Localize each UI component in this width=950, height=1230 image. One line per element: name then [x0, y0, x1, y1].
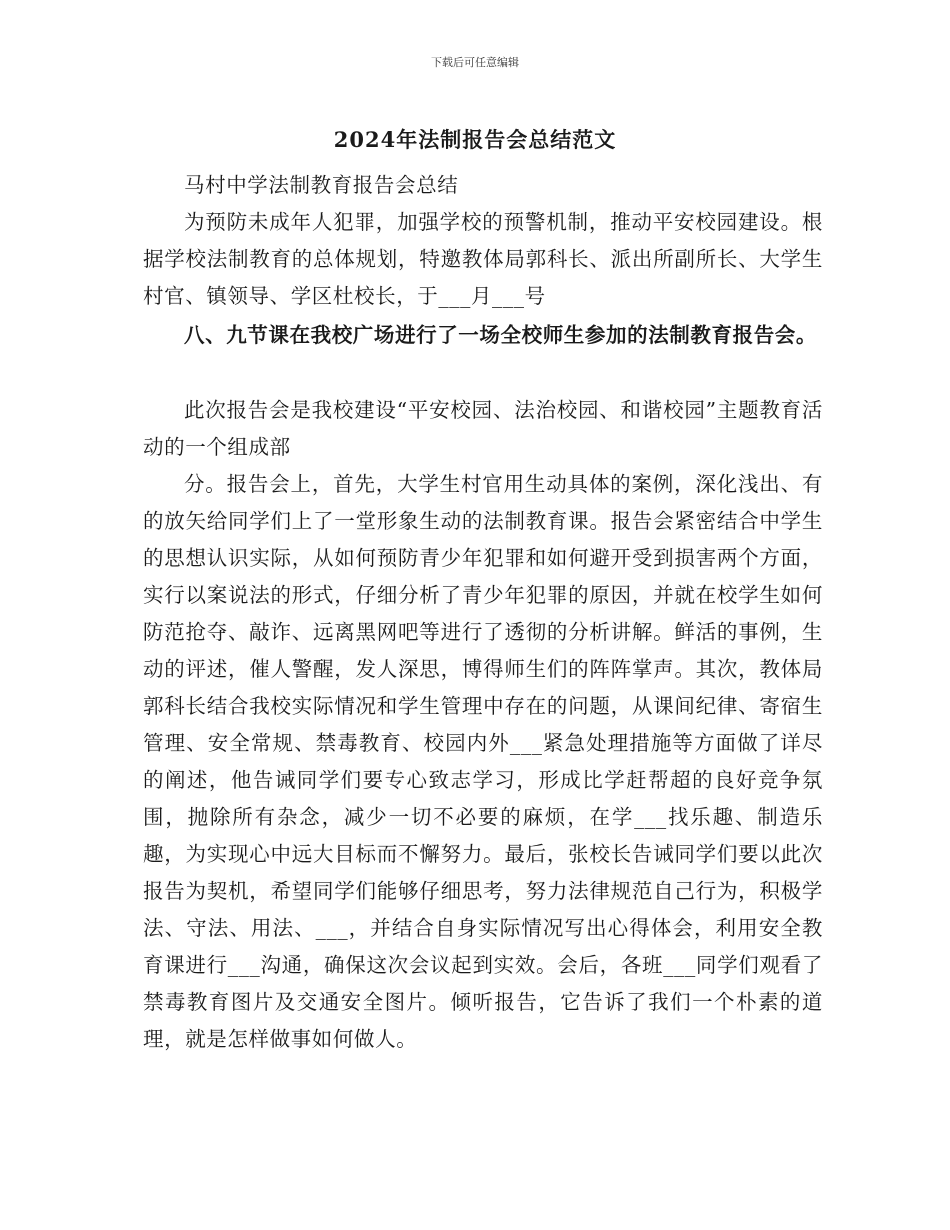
intro-paragraph: 为预防未成年人犯罪，加强学校的预警机制，推动平安校园建设。根据学校法制教育的总体规划，特邀教体局郭科长、派出所副所长、大学生村官、镇领导、学区杜校长，于___月___号 — [143, 210, 823, 308]
context-paragraph: 此次报告会是我校建设“平安校园、法治校园、和谐校园”主题教育活动的一个组成部 — [143, 398, 823, 459]
body-paragraph: 分。报告会上，首先，大学生村官用生动具体的案例，深化浅出、有的放矢给同学们上了一堂形象生动的法制教育课。报告会紧密结合中学生的思想认识实际，从如何预防青少年犯罪和如何避开受到损害两个方面，实行以案说法的形式，仔细分析了青少年犯罪的原因，并就在校学生如何防范抢夺、敲诈、远离黑网吧等进行了透彻的分析讲解。鲜活的事例，生动的评述，催人警醒，发人深思，博得师生们的阵阵掌声。其次，教体局郭科长结合我校实际情况和学生管理中存在的问题，从课间纪律、寄宿生管理、安全常规、禁毒教育、校园内外___紧急处理措施等方面做了详尽的阐述，他告诫同学们要专心致志学习，形成比学赶帮超的良好竞争氛围，抛除所有杂念，减少一切不必要的麻烦，在学___找乐趣、制造乐趣，为实现心中远大目标而不懈努力。最后，张校长告诫同学们要以此次报告为契机，希望同学们能够仔细思考，努力法律规范自己行为，积极学法、守法、用法、___，并结合自身实际情况写出心得体会，利用安全教育课进行___沟通，确保这次会议起到实效。会后，各班___同学们观看了禁毒教育图片及交通安全图片。倾听报告，它告诉了我们一个朴素的道理，就是怎样做事如何做人。 — [143, 472, 823, 1051]
bold-paragraph: 八、九节课在我校广场进行了一场全校师生参加的法制教育报告会。 — [184, 323, 817, 347]
document-title: 2024年法制报告会总结范文 — [333, 127, 617, 152]
subtitle-paragraph: 马村中学法制教育报告会总结 — [184, 173, 459, 197]
page-header-note: 下载后可任意编辑 — [431, 56, 519, 69]
